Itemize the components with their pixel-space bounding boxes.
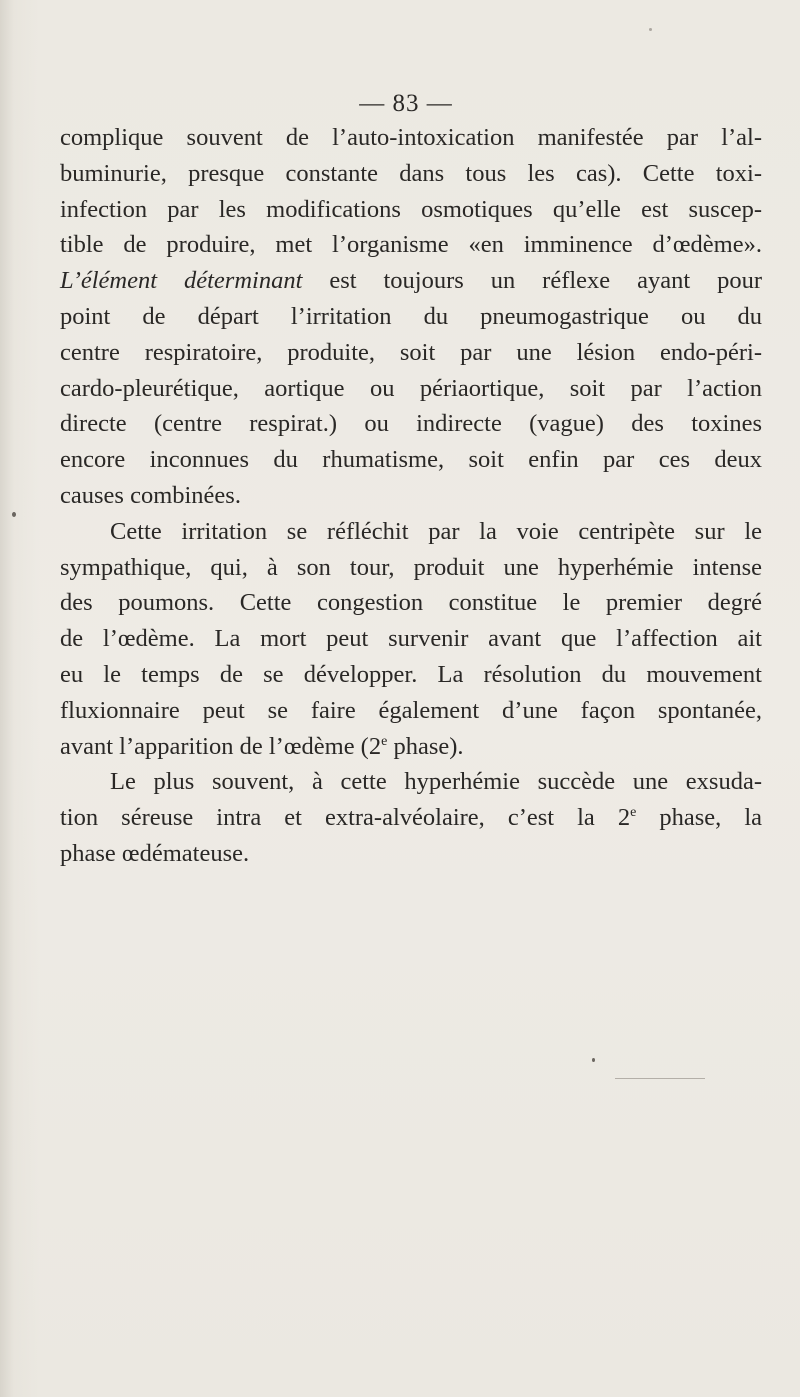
paper-speck xyxy=(649,28,652,31)
text-line: Cette irritation se réfléchit par la voie centripète sur le xyxy=(110,517,762,545)
text-line: Le plus souvent, à cette hyperhémie succède une exsuda- xyxy=(110,768,762,796)
paper-mark xyxy=(615,1078,705,1079)
paper-speck xyxy=(12,512,16,517)
text-line: phase œdémateuse. xyxy=(60,839,250,867)
text-line: buminurie, presque constante dans tous les cas). Cette toxi- xyxy=(60,159,762,187)
text-line: tion séreuse intra et extra-alvéolaire, c’est la 2e phase, la xyxy=(60,804,763,832)
text-line: avant l’apparition de l’œdème (2e phase). xyxy=(60,732,464,760)
body-text xyxy=(60,120,762,872)
text-line: eu le temps de se développer. La résolution du mouvement xyxy=(60,660,762,688)
text-line: sympathique, qui, à son tour, produit une hyperhémie intense xyxy=(60,553,762,581)
text-line: L’élément déterminant est toujours un réflexe ayant pour xyxy=(60,267,762,295)
paper-speck xyxy=(592,1058,595,1062)
text-line: directe (centre respirat.) ou indirecte (vague) des toxines xyxy=(60,410,762,438)
italic-term: L’élément déterminant xyxy=(60,267,303,295)
superscript: e xyxy=(630,805,637,821)
text-line: complique souvent de l’auto-intoxication manifestée par l’al- xyxy=(60,124,762,151)
text-line: cardo-pleurétique, aortique ou périaortique, soit par l’action xyxy=(60,374,762,402)
text-line: point de départ l’irritation du pneumogastrique ou du xyxy=(60,302,762,330)
text-line: fluxionnaire peut se faire également d’une façon spontanée, xyxy=(60,696,762,724)
text-line: de l’œdème. La mort peut survenir avant que l’affection ait xyxy=(60,625,762,653)
superscript: e xyxy=(381,733,388,749)
text-line: encore inconnues du rhumatisme, soit enfin par ces deux xyxy=(60,446,762,474)
text-line: causes combinées. xyxy=(60,481,241,509)
page-number: — 83 — xyxy=(359,90,453,117)
text-line: centre respiratoire, produite, soit par une lésion endo-péri- xyxy=(60,338,762,366)
text-line: tible de produire, met l’organisme «en imminence d’œdème». xyxy=(60,231,762,259)
text-line: infection par les modifications osmotiques qu’elle est suscep- xyxy=(60,195,762,223)
text-line: des poumons. Cette congestion constitue le premier degré xyxy=(60,589,762,617)
